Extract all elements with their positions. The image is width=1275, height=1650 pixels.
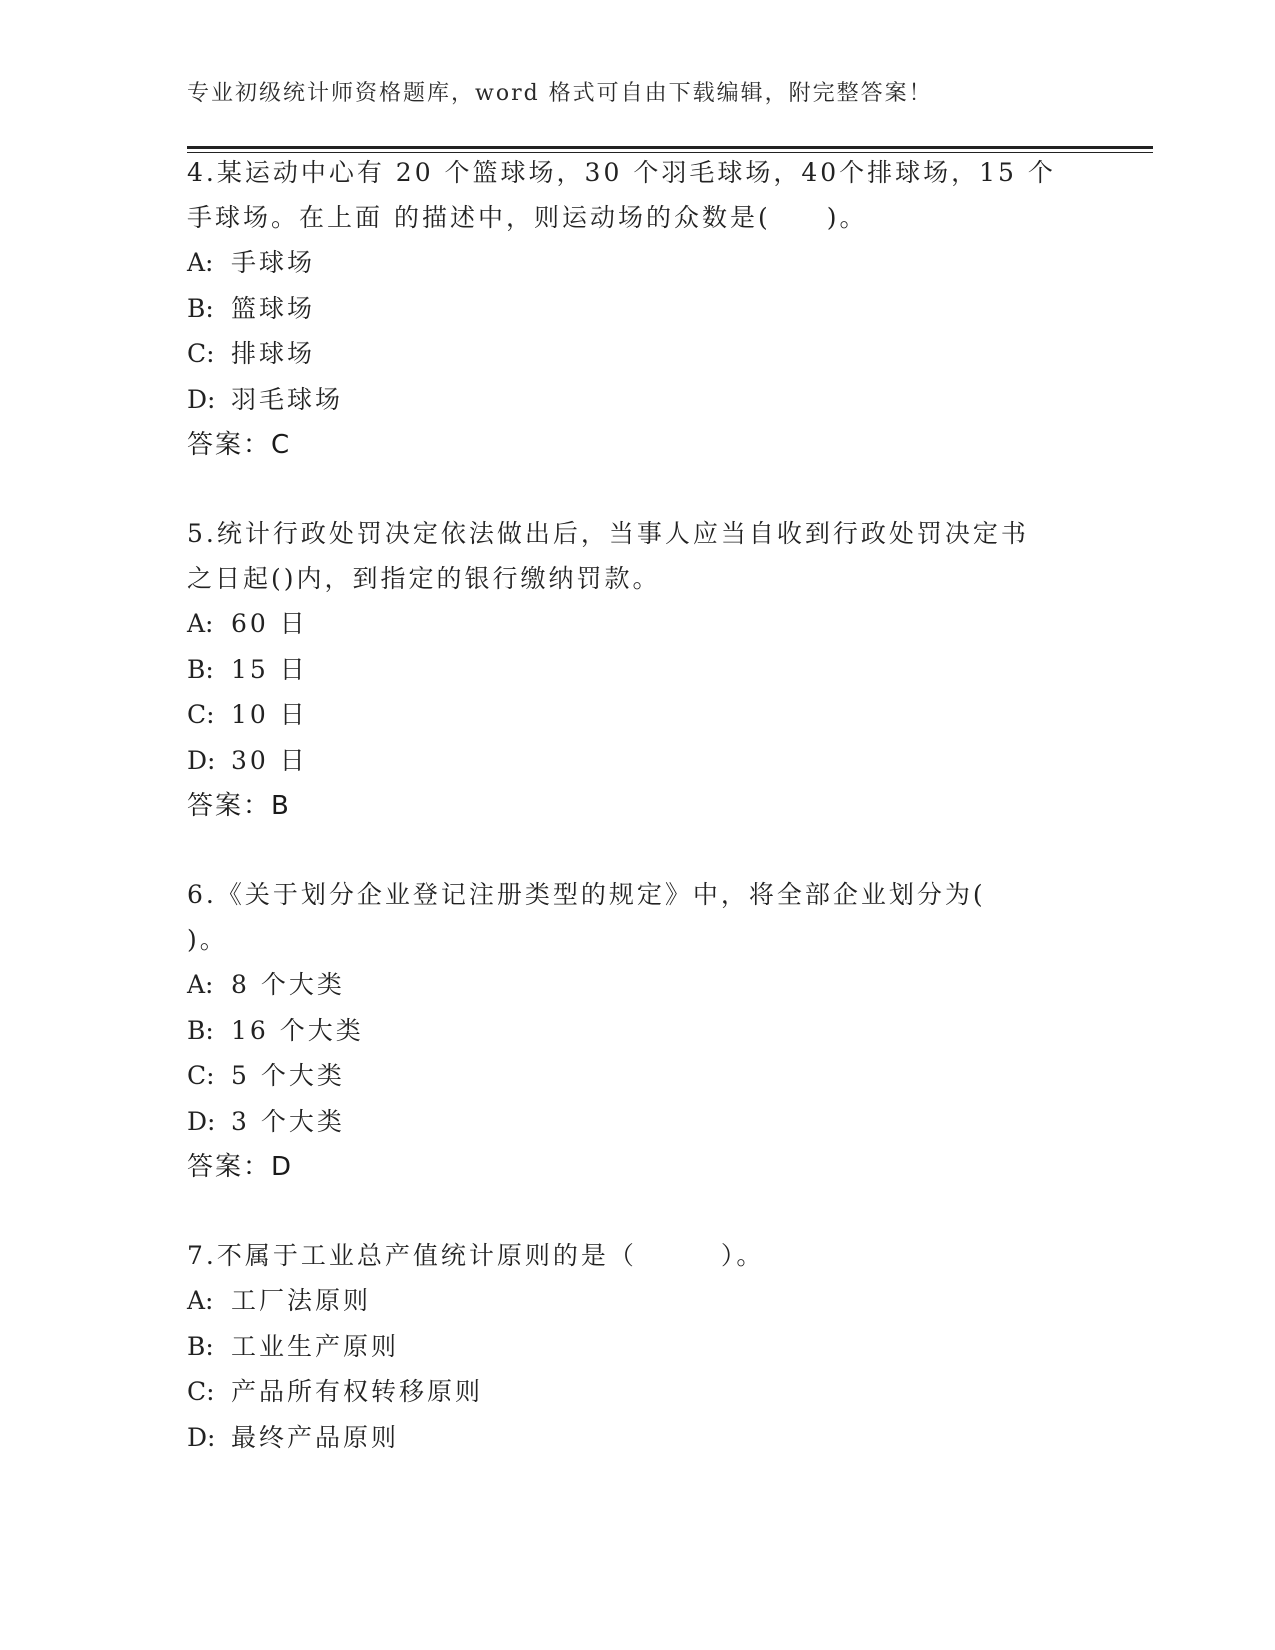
option-text: 10 日 xyxy=(231,700,308,729)
option-text: 工厂法原则 xyxy=(231,1286,372,1315)
option-d xyxy=(187,738,1087,784)
question-6 xyxy=(187,872,1087,1190)
question-stem-line: 6.《关于划分企业登记注册类型的规定》中，将全部企业划分为( xyxy=(187,880,986,909)
option-b xyxy=(187,1324,1087,1370)
option-text: 羽毛球场 xyxy=(231,384,344,414)
option-c xyxy=(187,692,1087,738)
option-c xyxy=(187,331,1087,377)
option-letter: D: xyxy=(187,384,216,414)
option-b xyxy=(187,1008,1087,1054)
option-letter: C: xyxy=(187,339,215,368)
option-text: 产品所有权转移原则 xyxy=(231,1377,484,1406)
option-d xyxy=(187,1415,1087,1461)
answer-line: 答案：B xyxy=(187,791,291,821)
answer-line: 答案：D xyxy=(187,1152,294,1182)
option-a xyxy=(187,962,1087,1008)
option-a xyxy=(187,601,1087,647)
option-text: 排球场 xyxy=(231,339,316,368)
option-letter: D: xyxy=(187,1422,216,1452)
question-stem-line: 5.统计行政处罚决定依法做出后，当事人应当自收到行政处罚决定书 xyxy=(187,519,1029,548)
answer-line: 答案：C xyxy=(187,430,292,460)
question-stem-line: 4.某运动中心有 20 个篮球场，30 个羽毛球场，40个排球场，15 个 xyxy=(187,158,1056,187)
option-letter: B: xyxy=(187,293,214,323)
header-note: 专业初级统计师资格题库，word 格式可自由下载编辑，附完整答案！ xyxy=(187,81,933,106)
option-c xyxy=(187,1053,1087,1099)
option-text: 篮球场 xyxy=(231,293,316,323)
question-7 xyxy=(187,1233,1087,1460)
option-letter: B: xyxy=(187,654,214,684)
option-text: 手球场 xyxy=(231,248,316,277)
option-text: 30 日 xyxy=(231,745,308,775)
option-letter: D: xyxy=(187,745,216,775)
option-text: 8 个大类 xyxy=(231,970,345,999)
option-letter: C: xyxy=(187,1061,215,1090)
option-text: 3 个大类 xyxy=(231,1106,345,1136)
option-text: 5 个大类 xyxy=(231,1061,345,1090)
option-d xyxy=(187,1099,1087,1145)
option-text: 工业生产原则 xyxy=(231,1331,400,1361)
option-letter: D: xyxy=(187,1106,216,1136)
option-letter: A: xyxy=(187,970,214,999)
option-b xyxy=(187,647,1087,693)
option-b xyxy=(187,286,1087,332)
option-d xyxy=(187,377,1087,423)
option-letter: A: xyxy=(187,1286,214,1315)
question-stem-line: )。 xyxy=(187,925,228,954)
question-5 xyxy=(187,511,1087,829)
question-4 xyxy=(187,150,1087,468)
option-a xyxy=(187,240,1087,286)
option-text: 60 日 xyxy=(231,609,308,638)
option-letter: C: xyxy=(187,1377,215,1406)
option-letter: B: xyxy=(187,1015,214,1045)
question-stem-line: 7.不属于工业总产值统计原则的是（ ）。 xyxy=(187,1241,765,1270)
option-a xyxy=(187,1278,1087,1324)
option-letter: C: xyxy=(187,700,215,729)
option-letter: B: xyxy=(187,1331,214,1361)
option-text: 15 日 xyxy=(231,654,308,684)
question-stem-line: 手球场。在上面 的描述中，则运动场的众数是( )。 xyxy=(187,203,868,232)
header-divider-thick xyxy=(187,146,1153,149)
option-c xyxy=(187,1369,1087,1415)
question-stem-line: 之日起()内，到指定的银行缴纳罚款。 xyxy=(187,564,661,593)
option-letter: A: xyxy=(187,248,214,277)
option-text: 最终产品原则 xyxy=(231,1422,400,1452)
option-text: 16 个大类 xyxy=(231,1015,364,1045)
option-letter: A: xyxy=(187,609,214,638)
